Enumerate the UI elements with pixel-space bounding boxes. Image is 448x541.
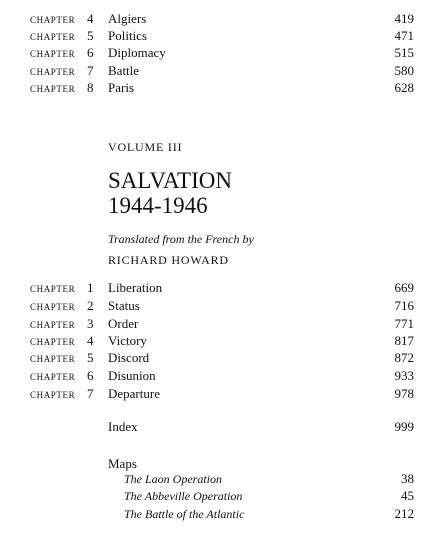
page-number: 771 xyxy=(394,316,414,331)
chapter-number: 2 xyxy=(87,298,94,313)
map-title: The Abbeville Operation xyxy=(124,489,243,503)
volume-heading: VOLUME III xyxy=(108,140,183,154)
chapter-title: Diplomacy xyxy=(108,45,166,60)
page-number: 999 xyxy=(394,419,414,434)
page-number: 978 xyxy=(394,386,414,401)
map-title: The Battle of the Atlantic xyxy=(124,507,245,521)
maps-heading: Maps xyxy=(108,456,137,471)
chapter-title: Politics xyxy=(108,28,148,43)
chapter-number: 4 xyxy=(87,333,94,348)
translation-credit: Translated from the French by xyxy=(108,232,254,246)
chapter-number: 1 xyxy=(87,280,94,295)
chapter-number: 3 xyxy=(87,316,94,331)
chapter-row xyxy=(0,10,448,28)
index-row xyxy=(0,418,448,436)
chapter-word: CHAPTER xyxy=(30,67,76,77)
volume-dates: 1944-1946 xyxy=(108,193,208,218)
page-number: 45 xyxy=(401,488,414,503)
chapter-number: 7 xyxy=(87,63,94,78)
chapter-word: CHAPTER xyxy=(30,49,76,59)
chapter-word: CHAPTER xyxy=(30,320,76,330)
chapter-number: 8 xyxy=(87,80,94,95)
chapter-row xyxy=(0,44,448,62)
page-number: 872 xyxy=(394,350,414,365)
chapter-title: Liberation xyxy=(108,280,163,295)
chapter-word: CHAPTER xyxy=(30,284,76,294)
index-label: Index xyxy=(108,419,138,434)
chapter-number: 7 xyxy=(87,386,94,401)
map-row xyxy=(0,487,448,505)
chapter-word: CHAPTER xyxy=(30,372,76,382)
page-number: 716 xyxy=(394,298,414,313)
chapter-word: CHAPTER xyxy=(30,84,76,94)
chapter-row xyxy=(0,332,448,350)
page-number: 817 xyxy=(394,333,414,348)
chapter-word: CHAPTER xyxy=(30,302,76,312)
chapter-title: Order xyxy=(108,316,139,331)
page-number: 669 xyxy=(394,280,414,295)
chapter-title: Discord xyxy=(108,350,150,365)
page-number: 580 xyxy=(394,63,414,78)
chapter-title: Status xyxy=(108,298,140,313)
map-title: The Laon Operation xyxy=(124,472,223,486)
chapter-number: 5 xyxy=(87,28,94,43)
page-number: 471 xyxy=(394,28,414,43)
chapter-row xyxy=(0,385,448,403)
chapter-row xyxy=(0,315,448,333)
page-number: 212 xyxy=(394,506,414,521)
chapter-title: Victory xyxy=(108,333,147,348)
page-number: 515 xyxy=(394,45,414,60)
map-row xyxy=(0,505,448,523)
page-number: 628 xyxy=(394,80,414,95)
volume-title: SALVATION xyxy=(108,168,232,193)
chapter-row xyxy=(0,349,448,367)
chapter-title: Departure xyxy=(108,386,160,401)
chapter-word: CHAPTER xyxy=(30,337,76,347)
chapter-number: 6 xyxy=(87,368,94,383)
chapter-row xyxy=(0,279,448,297)
chapter-word: CHAPTER xyxy=(30,15,76,25)
chapter-row xyxy=(0,79,448,97)
page-number: 933 xyxy=(394,368,414,383)
chapter-row xyxy=(0,367,448,385)
chapter-row xyxy=(0,297,448,315)
chapter-row xyxy=(0,62,448,80)
chapter-title: Paris xyxy=(108,80,134,95)
page-number: 38 xyxy=(401,471,414,486)
chapter-number: 6 xyxy=(87,45,94,60)
chapter-word: CHAPTER xyxy=(30,32,76,42)
chapter-number: 5 xyxy=(87,350,94,365)
chapter-title: Algiers xyxy=(108,11,147,26)
chapter-row xyxy=(0,27,448,45)
translator-name: RICHARD HOWARD xyxy=(108,253,229,267)
page-number: 419 xyxy=(394,11,414,26)
chapter-title: Disunion xyxy=(108,368,156,383)
chapter-word: CHAPTER xyxy=(30,354,76,364)
chapter-title: Battle xyxy=(108,63,140,78)
chapter-word: CHAPTER xyxy=(30,390,76,400)
chapter-number: 4 xyxy=(87,11,94,26)
map-row xyxy=(0,470,448,488)
